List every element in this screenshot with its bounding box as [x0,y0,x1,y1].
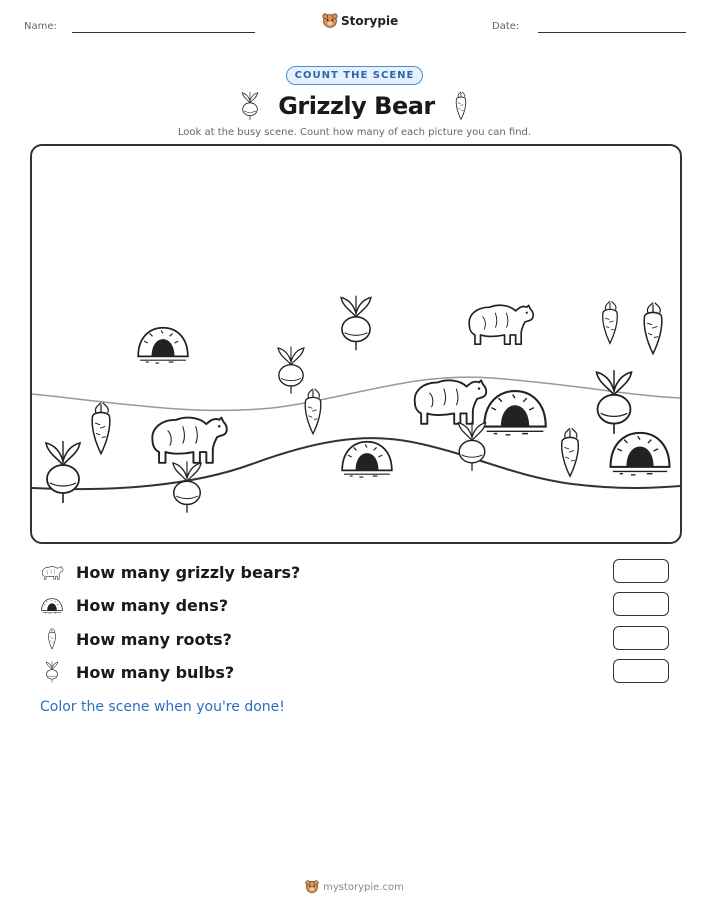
question-roots [40,627,232,651]
bulb-1 [341,296,371,351]
answer-box-bulbs[interactable] [613,659,669,683]
den-1 [138,328,188,363]
den-3 [484,391,545,435]
question-text: How many grizzly bears? [76,562,301,582]
answer-box-bears[interactable] [613,559,669,583]
question-text: How many bulbs? [76,662,235,682]
brand-name: Storypie [341,14,399,28]
root-4 [644,303,662,354]
bulb-6 [597,370,632,434]
den-2 [342,442,392,477]
bulb-5 [458,421,485,471]
bulb-icon [238,90,262,122]
bulb-4 [173,461,201,512]
root-icon [40,627,64,651]
question-text: How many dens? [76,595,229,615]
question-dens [40,594,228,616]
root-1 [92,403,110,454]
bulb-3 [46,441,80,503]
storypie-mascot-icon [305,880,319,894]
answer-box-roots[interactable] [613,626,669,650]
storypie-mascot-icon [322,13,338,29]
bear-3 [152,418,226,463]
page-title: Grizzly Bear [278,92,435,120]
instructions: Look at the busy scene. Count how many of each picture you can find. [177,127,532,138]
bulb-icon [40,660,64,684]
bulb-2 [278,346,304,393]
question-text: How many roots? [76,629,232,649]
footer [0,880,709,894]
name-field[interactable] [72,32,255,33]
question-bears [40,561,300,583]
root-2 [305,389,321,434]
count-scene-badge: COUNT THE SCENE [286,66,424,85]
scene-illustration [32,146,680,542]
footer-url[interactable]: mystorypie.com [323,881,404,893]
bear-1 [469,305,533,344]
root-icon [451,90,471,122]
bear-icon [40,561,64,583]
date-label: Date: [492,21,520,32]
question-bulbs [40,660,234,684]
date-field[interactable] [538,32,686,33]
den-icon [40,594,64,616]
root-3 [603,301,618,343]
answer-box-dens[interactable] [613,592,669,616]
bear-2 [415,380,487,423]
den-4 [611,433,670,475]
root-5 [562,428,579,476]
name-label: Name: [24,21,57,32]
done-instruction: Color the scene when you're done! [40,699,285,715]
brand-logo [322,13,398,29]
busy-scene [30,144,682,544]
